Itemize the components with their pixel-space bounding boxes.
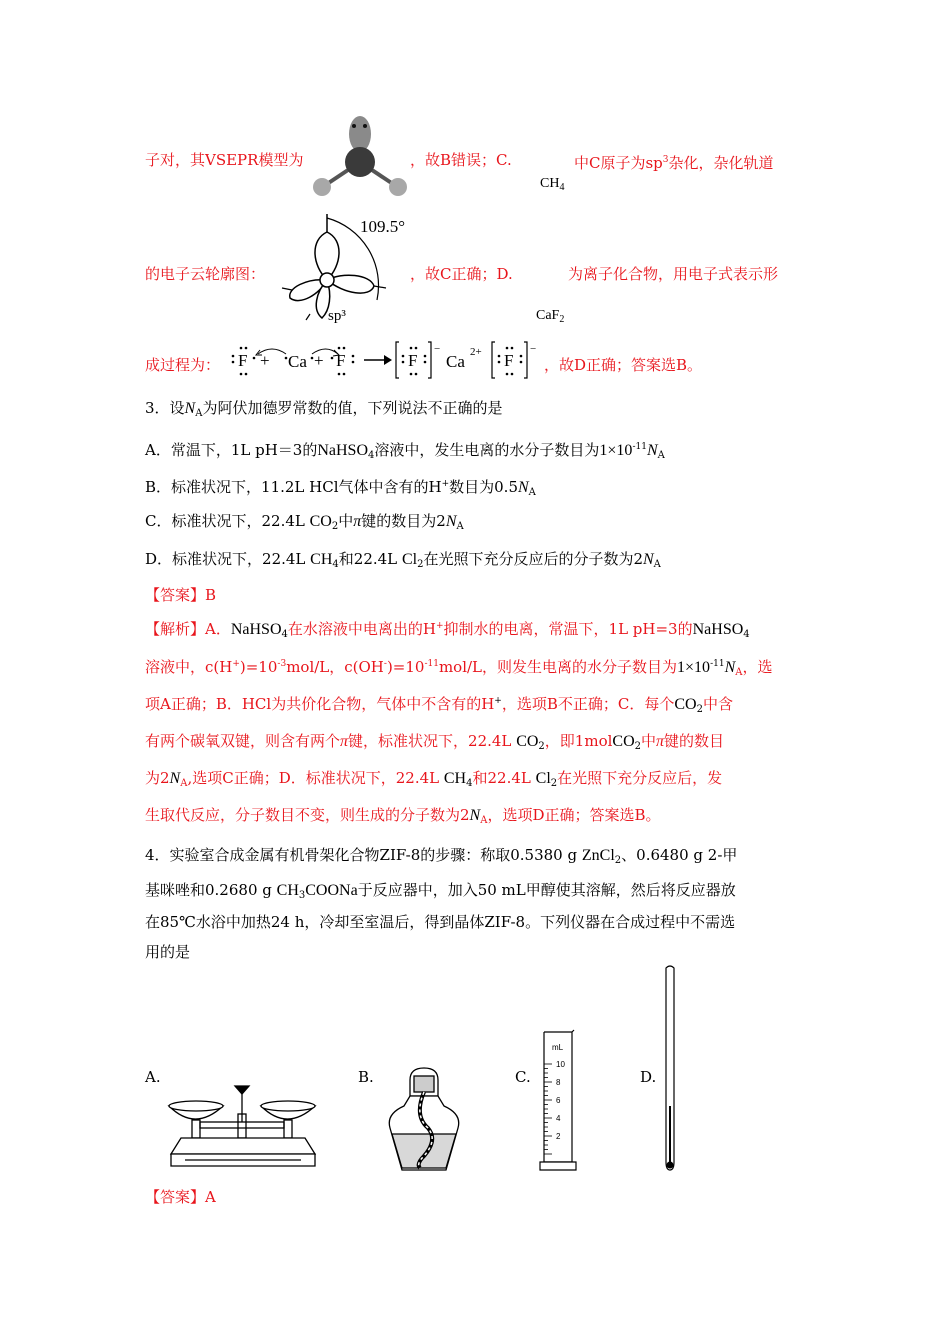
formation-text-2: ，故D正确；答案选B。 xyxy=(544,356,703,374)
orbital-text: 的电子云轮廓图： xyxy=(145,265,266,283)
cylinder-tick-label: 6 xyxy=(556,1096,561,1105)
q3-stem: 3．设$N_A$为阿伏加德罗常数的值，下列说法不正确的是 xyxy=(145,399,503,419)
q4-stem-line3: 在85℃水浴中加热24 h，冷却至室温后，得到晶体ZIF-8。下列仪器在合成过程中不需选 xyxy=(145,913,736,931)
svg-text:+: + xyxy=(260,351,270,370)
q3-exp-line6: 生取代反应，分子数目不变，则生成的分子数为$2N_A$，选项D正确；答案选B。 xyxy=(145,806,661,826)
q3-option-a: A．常温下，1L pH＝3的NaHSO$_4$溶液中，发生电离的水分子数目为$1\times 10^{-11}N_A$ xyxy=(145,441,665,461)
svg-text:2+: 2+ xyxy=(470,346,482,358)
svg-text:+: + xyxy=(314,351,324,370)
q3-exp-line3: 项A正确；B．HCl为共价化合物，气体中不含有的H+，选项B不正确；C．每个$CO_2$中含 xyxy=(145,695,733,715)
svg-text:mL: mL xyxy=(552,1043,564,1052)
svg-text:F: F xyxy=(238,351,248,370)
ionic-text: 为离子化合物，用电子式表示形 xyxy=(568,265,779,283)
ch4-formula: $CH_4$ xyxy=(540,176,565,193)
formation-text: 成过程为： xyxy=(145,356,221,374)
hybrid-text: 中C原子为$sp^3$杂化，杂化轨道 xyxy=(574,154,774,172)
alcohol-lamp-icon xyxy=(384,1066,464,1176)
svg-text:Ca: Ca xyxy=(288,352,307,371)
svg-text:−: − xyxy=(530,343,537,355)
vsepr-model-diagram xyxy=(308,112,408,197)
q4-stem-line4: 用的是 xyxy=(145,943,191,961)
svg-text:sp³: sp³ xyxy=(328,308,346,324)
q4-stem-line1: 4．实验室合成金属有机骨架化合物ZIF-8的步骤：称取0.5380 g ZnCl$_2$、0.6480 g 2-甲 xyxy=(145,846,738,866)
cylinder-tick-label: 4 xyxy=(556,1114,561,1123)
q3-exp-line2: 溶液中，$c(H^+)=10^{-3}mol/L$，$c(OH^-)=10^{-11}mol/L$，则发生电离的水分子数目为$1\times 10^{-11}N_A$，选 xyxy=(145,658,773,678)
svg-text:F: F xyxy=(336,351,346,370)
q3-exp-line5: 为$2N_A$,选项C正确；D．标准状况下，22.4L $CH_4$和22.4L $Cl_2$在光照下充分反应后，发 xyxy=(145,769,723,789)
electron-formula-equation xyxy=(228,340,544,382)
svg-text:F: F xyxy=(408,351,418,370)
svg-text:Ca: Ca xyxy=(446,352,465,371)
q4-stem-line2: 基咪唑和0.2680 g $CH_3COONa$于反应器中，加入50 mL甲醇使其溶解，然后将反应器放 xyxy=(145,881,736,901)
graduated-cylinder-icon xyxy=(540,1028,580,1174)
q4-option-b-label: B. xyxy=(358,1068,374,1086)
thermometer-icon xyxy=(660,966,680,1174)
sp3-orbital-diagram xyxy=(282,210,412,330)
svg-text:109.5°: 109.5° xyxy=(360,217,406,236)
q4-option-d-label: D. xyxy=(640,1068,657,1086)
vsepr-text-2: ，故B错误；C. xyxy=(410,151,512,169)
q3-exp-line1: 【解析】A．NaHSO$_4$在水溶液中电离出的H+抑制水的电离，常温下，1L pH=3的NaHSO$_4$ xyxy=(145,620,750,640)
vsepr-text: 子对，其VSEPR模型为 xyxy=(145,151,304,169)
q4-option-c-label: C. xyxy=(515,1068,531,1086)
q4-answer: 【答案】A xyxy=(145,1188,216,1206)
balance-scale-icon xyxy=(165,1084,330,1176)
q3-exp-line4: 有两个碳氧双键，则含有两个π键，标准状况下，22.4L $CO_2$，即1molCO$_2$中π键的数目 xyxy=(145,732,725,752)
q3-option-b: B．标准状况下，11.2L HCl气体中含有的H+数目为$0.5N_A$ xyxy=(145,478,536,498)
q3-option-c: C．标准状况下，22.4L $CO_2$中π键的数目为$2N_A$ xyxy=(145,512,464,532)
caf2-formula: CaF$_2$ xyxy=(536,308,565,325)
cylinder-tick-label: 10 xyxy=(556,1060,565,1069)
orbital-text-2: ，故C正确；D. xyxy=(410,265,513,283)
svg-text:−: − xyxy=(434,343,441,355)
svg-text:F: F xyxy=(504,351,514,370)
cylinder-tick-label: 2 xyxy=(556,1132,561,1141)
q4-option-a-label: A. xyxy=(145,1068,161,1086)
cylinder-tick-label: 8 xyxy=(556,1078,561,1087)
q3-option-d: D．标准状况下，22.4L $CH_4$和22.4L $Cl_2$在光照下充分反应后的分子数为$2N_A$ xyxy=(145,550,661,570)
q3-answer: 【答案】B xyxy=(145,586,217,604)
